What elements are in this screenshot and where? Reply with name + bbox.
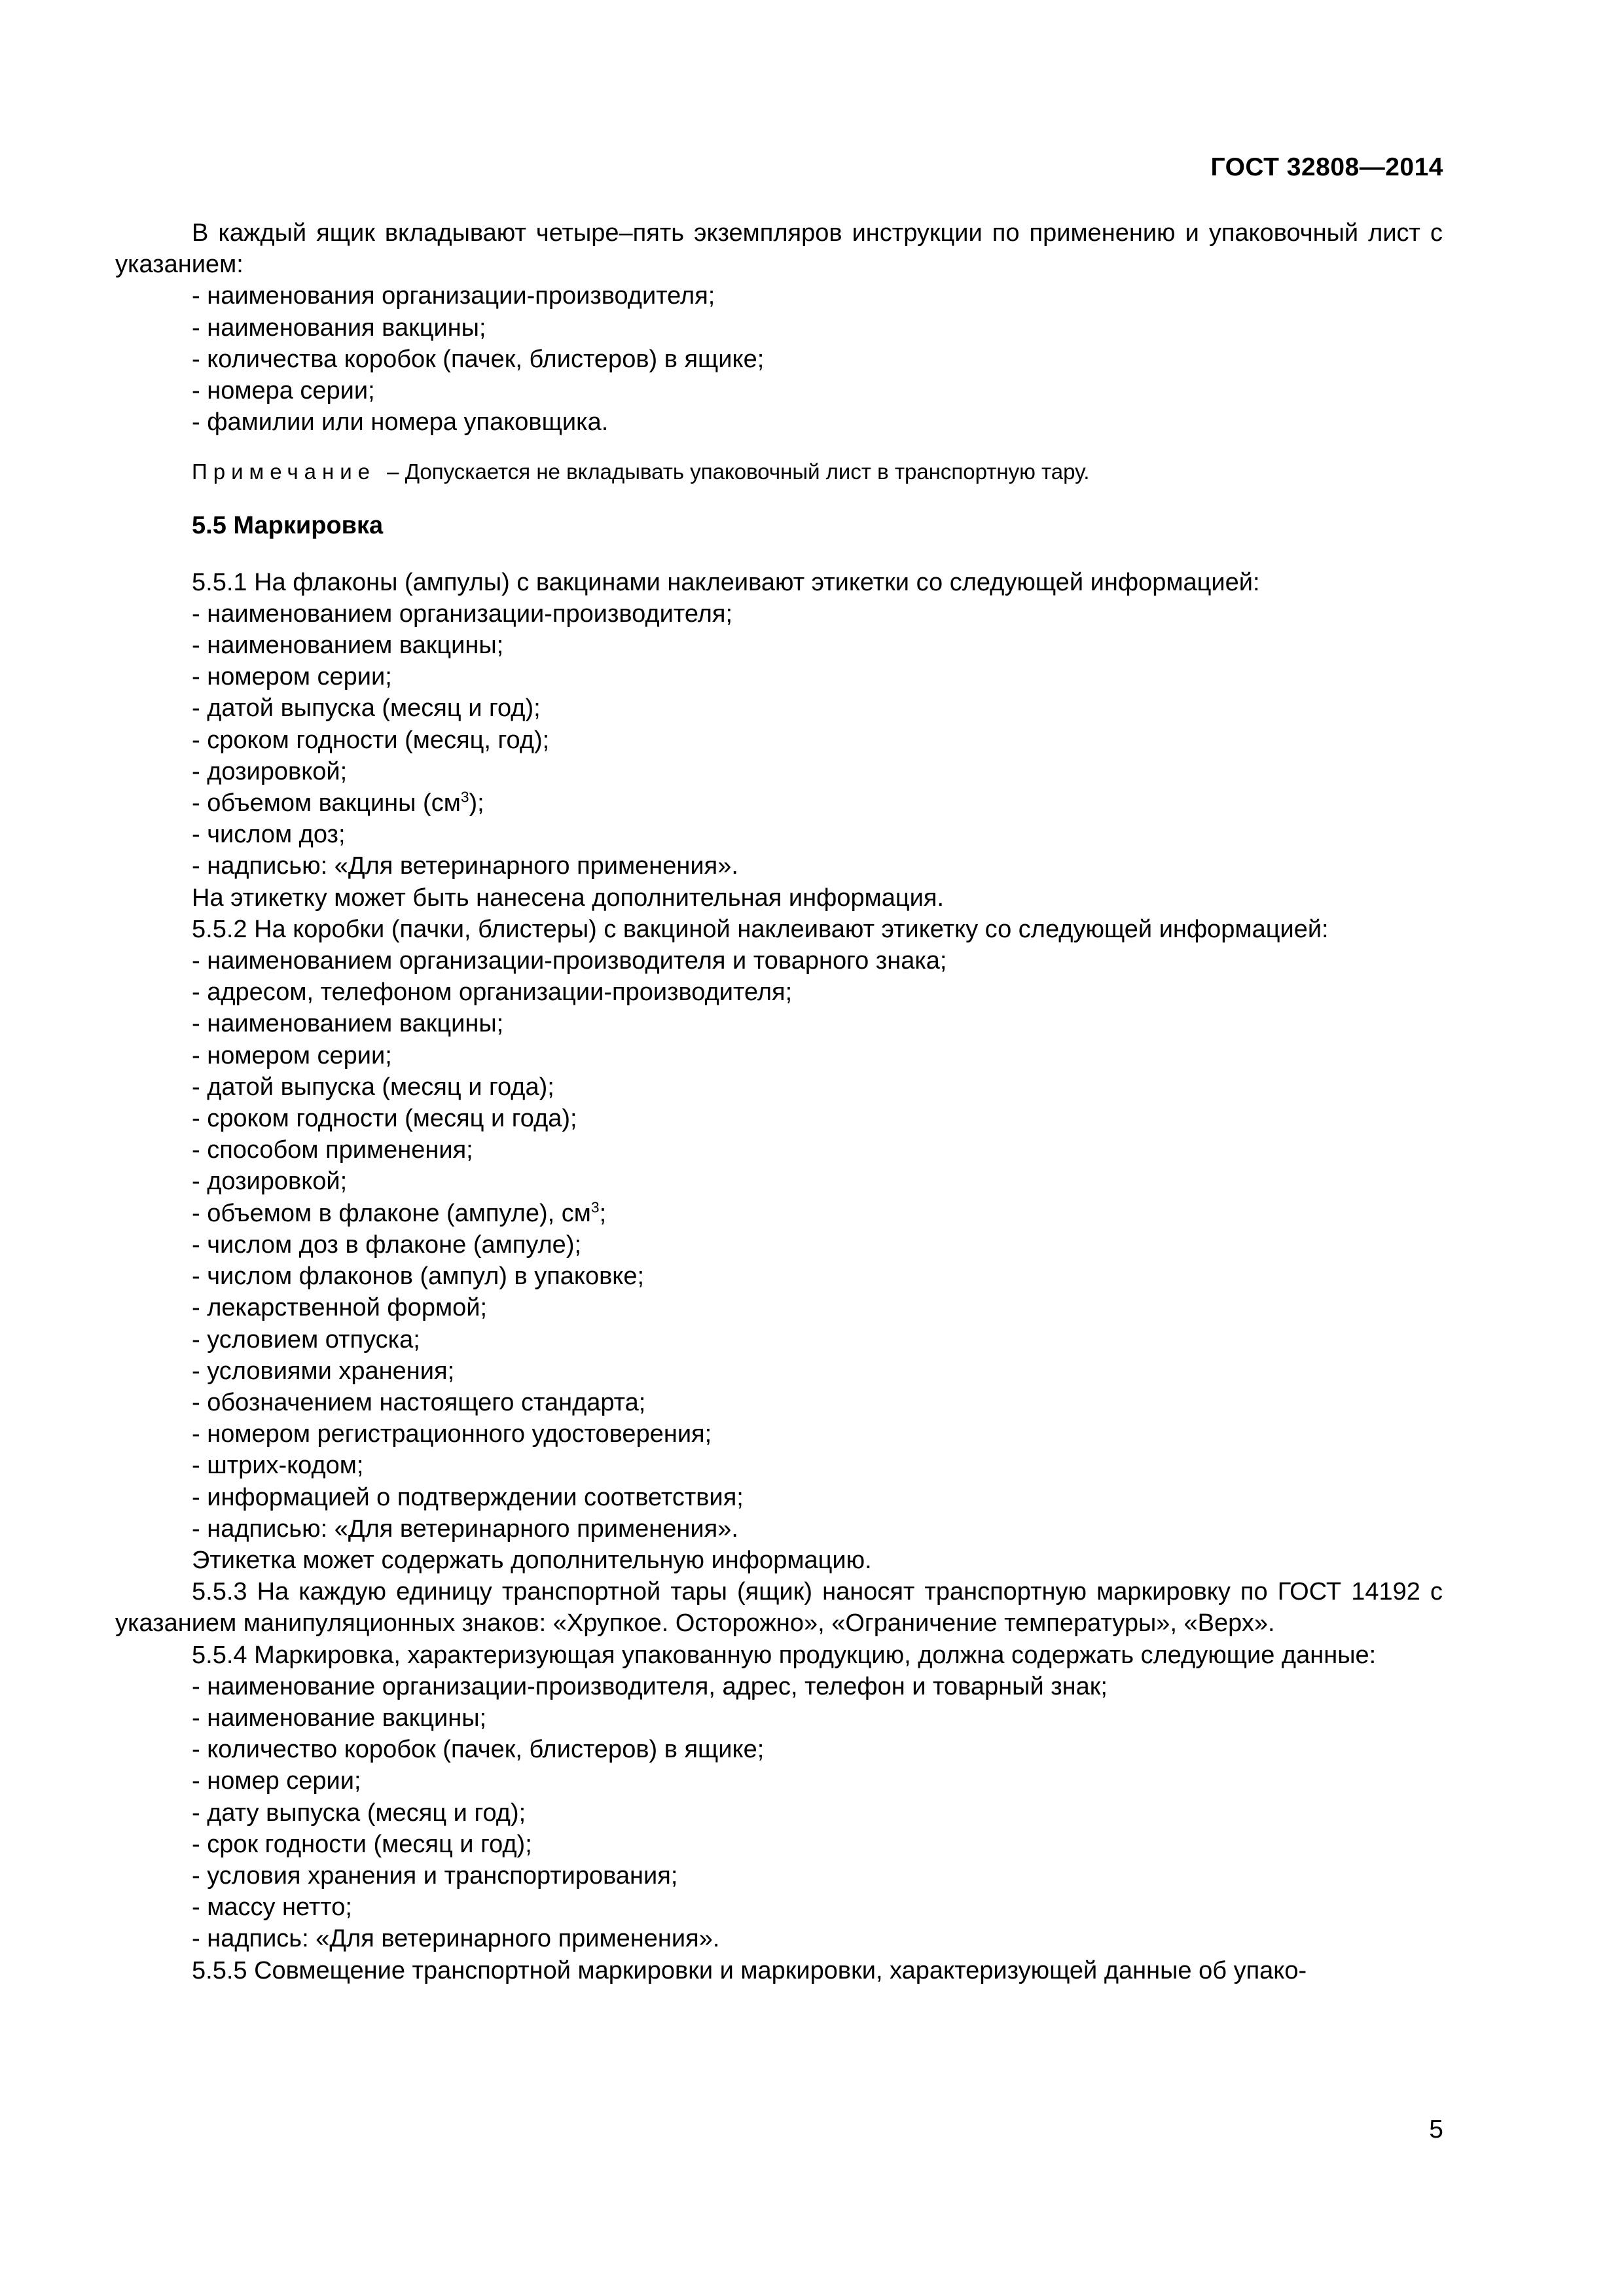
list-item: - надпись: «Для ветеринарного применения».	[192, 1925, 720, 1953]
clause-5-5-4-intro: 5.5.4 Маркировка, характеризующая упакованную продукцию, должна содержать следующие данные:	[192, 1641, 1377, 1669]
list-item: - надписью: «Для ветеринарного применения».	[192, 1515, 738, 1543]
list-item: - количества коробок (пачек, блистеров) в ящике;	[192, 345, 765, 373]
list-item: - количество коробок (пачек, блистеров) в ящике;	[192, 1736, 765, 1764]
list-item: - адресом, телефоном организации-производителя;	[192, 978, 793, 1007]
list-item: - фамилии или номера упаковщика.	[192, 408, 609, 437]
list-item: - штрих-кодом;	[192, 1452, 364, 1480]
list-item: - числом доз;	[192, 821, 346, 849]
volume-superscript: 3	[460, 788, 469, 806]
list-item: - наименованием вакцины;	[192, 632, 504, 660]
list-item: - сроком годности (месяц, год);	[192, 726, 550, 754]
list-item: - дозировкой;	[192, 757, 348, 785]
intro-paragraph: В каждый ящик вкладывают четыре–пять экземпляров инструкции по применению и упаковочный лист с указанием:	[115, 219, 1443, 279]
volume-prefix: - объемом в флаконе (ампуле), см	[192, 1199, 591, 1227]
list-item: - информацией о подтверждении соответствия;	[192, 1483, 744, 1511]
list-item: - числом флаконов (ампул) в упаковке;	[192, 1263, 645, 1291]
clause-5-5-1-closing: На этикетку может быть нанесена дополнительная информация.	[192, 884, 944, 912]
volume-prefix: - объемом вакцины (см	[192, 789, 461, 817]
list-item: - наименованием вакцины;	[192, 1010, 504, 1038]
list-item-volume	[115, 787, 1443, 819]
list-item: - номером серии;	[192, 663, 392, 691]
list-item: - условиями хранения;	[192, 1357, 455, 1385]
list-item: - массу нетто;	[192, 1893, 352, 1922]
list-item: - способом применения;	[192, 1136, 473, 1164]
list-item: - номером регистрационного удостоверения;	[192, 1420, 712, 1448]
list-item: - наименование организации-производителя, адрес, телефон и товарный знак;	[192, 1672, 1108, 1700]
note-label: Примечание	[192, 459, 376, 484]
clause-5-5-3: 5.5.3 На каждую единицу транспортной тары (ящик) наносят транспортную маркировку по ГОСТ 14192 с указанием манипуляционных знаков: «Хрупкое. Осторожно», «Ограничение температуры», «Верх».	[115, 1578, 1443, 1638]
list-item: - обозначением настоящего стандарта;	[192, 1388, 646, 1416]
volume-suffix: );	[469, 789, 484, 817]
clause-5-5-1-intro: 5.5.1 На флаконы (ампулы) с вакцинами наклеивают этикетки со следующей информацией:	[192, 568, 1260, 596]
list-item: - наименованием организации-производителя;	[192, 600, 733, 628]
clause-5-5-4-list	[115, 1671, 1443, 1955]
list-item: - наименования вакцины;	[192, 314, 486, 342]
clause-5-5-2-closing: Этикетка может содержать дополнительную информацию.	[192, 1546, 872, 1574]
section-title: 5.5 Маркировка	[192, 512, 384, 540]
list-item: - датой выпуска (месяц и год);	[192, 694, 541, 723]
list-item: - срок годности (месяц и год);	[192, 1830, 532, 1858]
intro-list	[115, 280, 1443, 438]
note-text: – Допускается не вкладывать упаковочный лист в транспортную тару.	[381, 459, 1090, 484]
list-item-volume	[115, 1198, 1443, 1229]
list-item: - номер серии;	[192, 1767, 361, 1795]
list-item: - номера серии;	[192, 377, 375, 405]
list-item: - датой выпуска (месяц и года);	[192, 1073, 554, 1101]
list-item: - условия хранения и транспортирования;	[192, 1861, 678, 1890]
list-item: - дозировкой;	[192, 1168, 348, 1196]
clause-5-5-2-intro: 5.5.2 На коробки (пачки, блистеры) с вакциной наклеивают этикетку со следующей информацией:	[192, 915, 1329, 943]
list-item: - сроком годности (месяц и года);	[192, 1105, 577, 1133]
list-item: - числом доз в флаконе (ампуле);	[192, 1230, 582, 1259]
volume-superscript: 3	[590, 1198, 600, 1216]
note	[115, 457, 1443, 486]
list-item: - номером серии;	[192, 1041, 392, 1069]
page-number: 5	[1429, 2115, 1443, 2144]
clause-5-5-5: 5.5.5 Совмещение транспортной маркировки и маркировки, характеризующей данные об упако-	[192, 1956, 1307, 1984]
list-item: - дату выпуска (месяц и год);	[192, 1799, 526, 1827]
list-item: - наименования организации-производителя;	[192, 282, 715, 310]
document-code-header: ГОСТ 32808—2014	[1210, 153, 1443, 181]
volume-suffix: ;	[599, 1199, 607, 1227]
list-item: - лекарственной формой;	[192, 1294, 488, 1322]
list-item: - наименование вакцины;	[192, 1704, 487, 1732]
clause-5-5-2-list	[115, 945, 1443, 1545]
list-item: - условием отпуска;	[192, 1325, 420, 1354]
list-item: - надписью: «Для ветеринарного применения».	[192, 852, 738, 880]
document-body	[115, 217, 1443, 1986]
clause-5-5-1-list	[115, 598, 1443, 882]
list-item: - наименованием организации-производителя и товарного знака;	[192, 947, 947, 975]
